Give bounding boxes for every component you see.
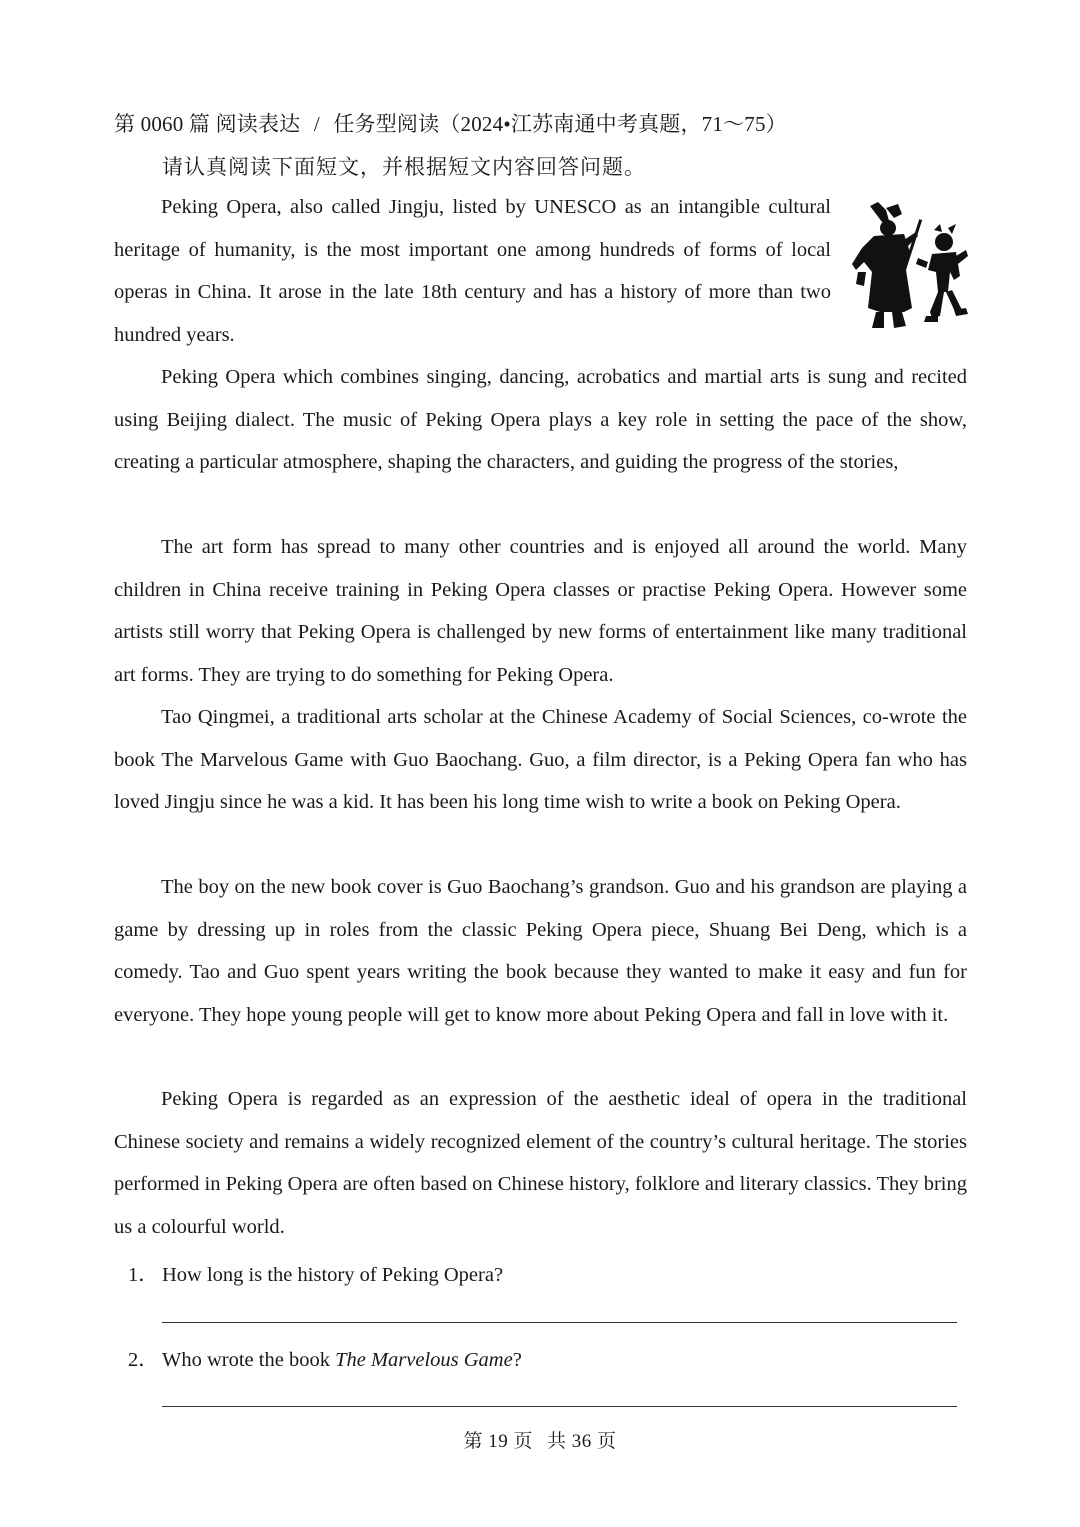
article-type: 任务型阅读（2024•江苏南通中考真题，71～75） [333,112,787,136]
page-number: 第 19 页 [463,1431,533,1452]
question-number: 1． [128,1264,159,1286]
paragraph-5: The boy on the new book cover is Guo Baochang’s grandson. Guo and his grandson are playing a game by dressing up in roles from the classic Peking Opera piece, Shuang Bei Deng, which is a comedy. Tao and Guo spent years writing the book because they wanted to make it easy and fun for everyone. They hope young people will get to know more about Peking Opera and fall in love with it. [114,876,967,1026]
paragraph-3: The art form has spread to many other countries and is enjoyed all around the world. Many children in China receive training in Peking Opera classes or practise Peking Opera. However some artists still worry that Peking Opera is challenged by new forms of entertainment like many traditional art forms. They are trying to do something for Peking Opera. [114,536,967,686]
question-text: Who wrote the book [162,1349,336,1371]
book-title: The Marvelous Game [335,1349,513,1371]
paragraph-4: Tao Qingmei, a traditional arts scholar at the Chinese Academy of Social Sciences, co-wrote the book The Marvelous Game with Guo Baochang. Guo, a film director, is a Peking Opera fan who has loved Jingju since he was a kid. It has been his long time wish to write a book on Peking Opera. [114,706,967,813]
answer-line-2[interactable] [162,1406,957,1407]
answer-line-1[interactable] [162,1322,957,1323]
question-1 [128,1257,503,1287]
paragraph-6: Peking Opera is regarded as an expression of the aesthetic ideal of opera in the traditional Chinese society and remains a widely recognized element of the country’s cultural heritage. The stories performed in Peking Opera are often based on Chinese history, folklore and literary classics. They bring us a colourful world. [114,1088,967,1238]
question-text: How long is the history of Peking Opera? [162,1264,504,1286]
question-2 [128,1342,522,1372]
peking-opera-illustration-icon [846,200,970,332]
article-category: 阅读表达 [215,112,301,136]
heading-separator: / [313,112,320,136]
section-heading [114,108,787,138]
question-number: 2． [128,1349,159,1371]
article-number: 第 0060 篇 [114,112,211,136]
page-footer [0,1426,1080,1453]
paragraph-2: Peking Opera which combines singing, dancing, acrobatics and martial arts is sung and recited using Beijing dialect. The music of Peking Opera plays a key role in setting the pace of the show, creating a particular atmosphere, shaping the characters, and guiding the progress of the stories, [114,366,967,473]
paragraph-1: Peking Opera, also called Jingju, listed by UNESCO as an intangible cultural heritage of humanity, is the most important one among hundreds of forms of local operas in China. It arose in the late 18th century and has a history of more than two hundred years. [114,196,831,346]
instruction-text: 请认真阅读下面短文，并根据短文内容回答问题。 [162,155,646,179]
page-total: 共 36 页 [547,1431,617,1452]
question-text-end: ? [512,1349,522,1371]
